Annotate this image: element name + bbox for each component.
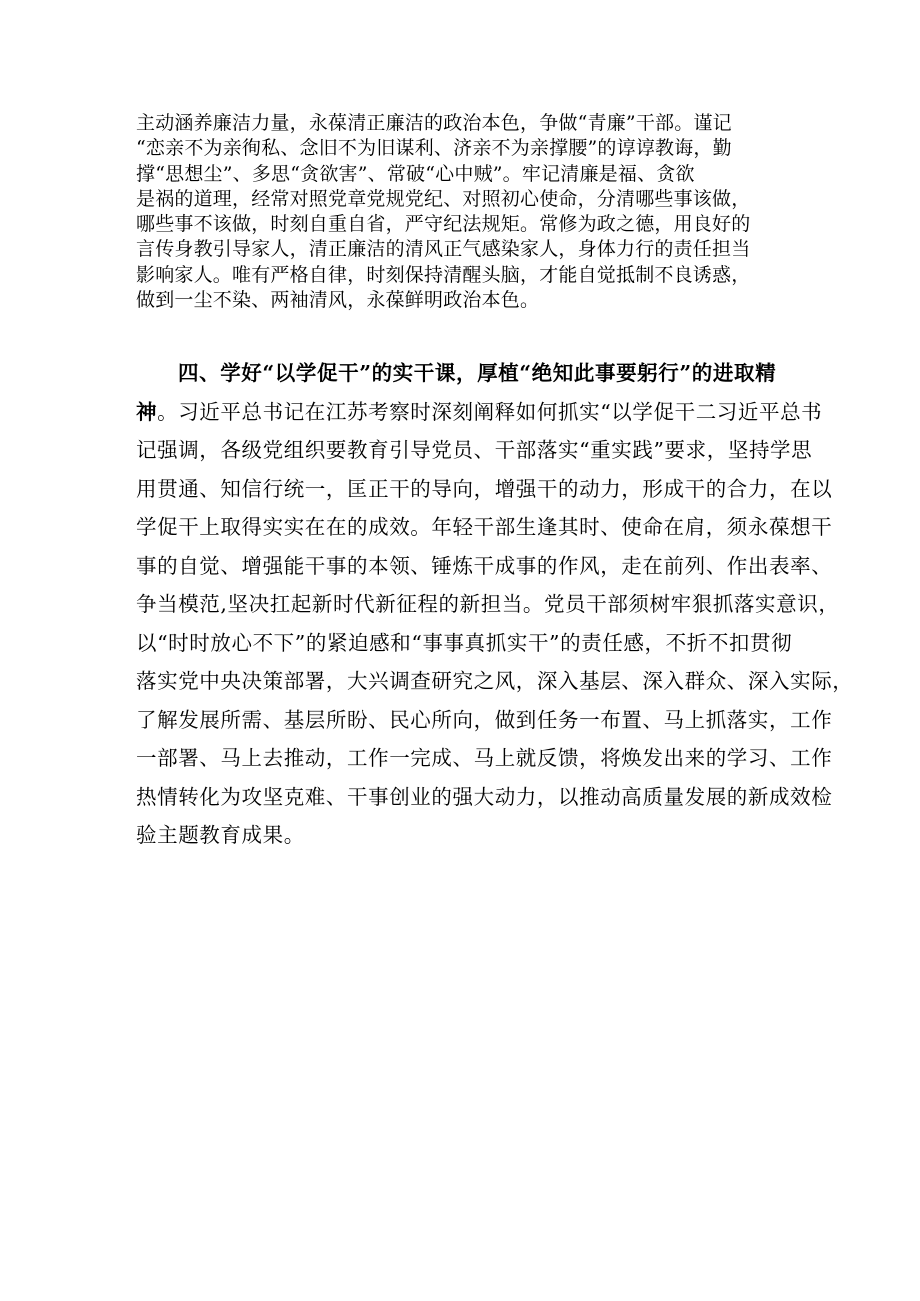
text-line: 事的自觉、增强能干事的本领、锤炼干成事的作风，走在前列、作出表率、 — [136, 553, 833, 578]
section-heading: 四、学好“以学促干”的实干课，厚植“绝知此事要躬行”的进取精 — [178, 361, 777, 385]
text-line: 撑“思想尘”、多思“贪欲害”、常破“心中贼”。牢记清廉是福、贪欲 — [136, 162, 695, 185]
text-line: “恋亲不为亲徇私、念旧不为旧谋利、济亲不为亲撑腰”的谆谆教诲，勤 — [136, 137, 732, 160]
text-line: 言传身教引导家人，清正廉洁的清风正气感染家人，身体力行的责任担当 — [136, 238, 751, 261]
text-line: 热情转化为攻坚克难、干事创业的强大动力，以推动高质量发展的新成效检 — [136, 784, 833, 809]
text-line: 主动涵养廉洁力量，永葆清正廉洁的政治本色，争做“青廉”干部。谨记 — [136, 112, 732, 134]
text-line: 了解发展所需、基层所盼、民心所向，做到任务一布置、马上抓落实，工作 — [136, 707, 833, 732]
paragraph-practice — [136, 354, 854, 855]
text-line: 验主题教育成果。 — [136, 823, 305, 847]
text-line: 以“时时放心不下”的紧迫感和“事事真抓实干”的责任感，不折不扣贯彻 — [136, 630, 793, 655]
text-line: 一部署、马上去推动，工作一完成、马上就反馈，将焕发出来的学习、工作 — [136, 746, 833, 770]
text-line: 记强调，各级党组织要教育引导党员、干部落实“重实践”要求，坚持学思 — [136, 438, 813, 462]
text-line: 哪些事不该做，时刻自重自省，严守纪法规矩。常修为政之德，用良好的 — [136, 213, 751, 236]
text-line: 用贯通、知信行统一，匡正干的导向，增强干的动力，形成干的合力，在以 — [136, 476, 833, 501]
text-line — [136, 393, 823, 432]
text-line: 学促干上取得实实在在的成效。年轻干部生逢其时、使命在肩，须永葆想干 — [136, 515, 833, 539]
text-line: 做到一尘不染、两袖清风，永葆鲜明政治本色。 — [136, 289, 540, 312]
text-line: 争当模范,坚决扛起新时代新征程的新担当。党员干部须树牢狠抓落实意识， — [136, 592, 840, 616]
text-line: 是祸的道理，经常对照党章党规党纪、对照初心使命，分清哪些事该做， — [136, 187, 751, 210]
text-run: 。习近平总书记在江苏考察时深刻阐释如何抓实“以学促干二习近平总书 — [157, 399, 823, 424]
section-heading-end: 神 — [136, 399, 158, 424]
text-line: 落实党中央决策部署，大兴调查研究之风，深入基层、深入群众、深入实际， — [136, 669, 854, 693]
paragraph-integrity — [136, 111, 796, 313]
text-line: 影响家人。唯有严格自律，时刻保持清醒头脑，才能自觉抵制不良诱惑， — [136, 263, 751, 286]
